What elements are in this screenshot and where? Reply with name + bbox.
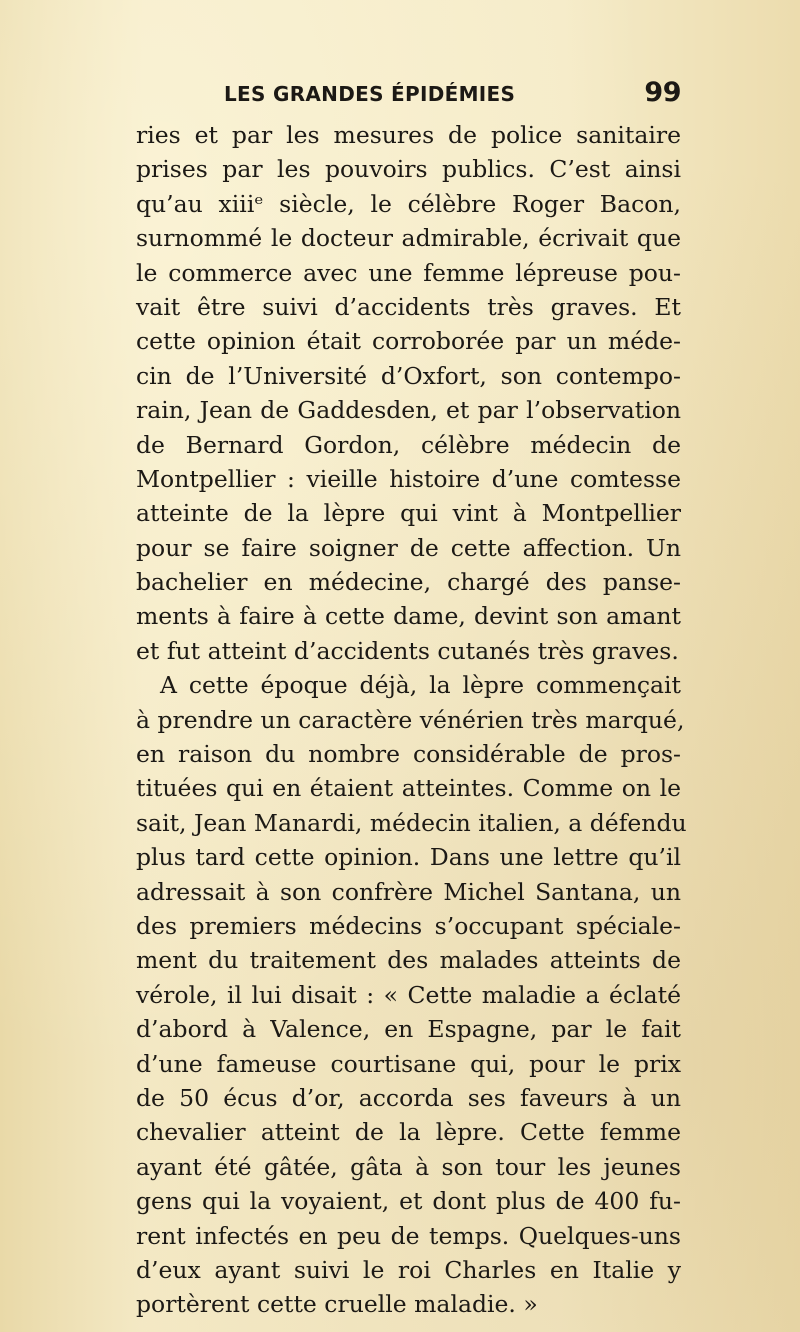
text-line: des premiers médecins s’occupant spéciale- bbox=[136, 911, 681, 940]
body-text bbox=[136, 118, 687, 1322]
text-line: vait être suivi d’accidents très graves. Et bbox=[136, 292, 681, 321]
text-line: sait, Jean Manardi, médecin italien, a défendu bbox=[136, 808, 687, 837]
text-line: chevalier atteint de la lèpre. Cette femme bbox=[136, 1118, 681, 1147]
text-line: plus tard cette opinion. Dans une lettre qu’il bbox=[136, 843, 681, 872]
page-header bbox=[136, 78, 681, 112]
text-line: cin de l’Université d’Oxfort, son contempo- bbox=[136, 361, 681, 390]
text-line: d’une fameuse courtisane qui, pour le prix bbox=[136, 1049, 681, 1078]
running-title: LES GRANDES ÉPIDÉMIES bbox=[224, 82, 516, 106]
text-line: ments à faire à cette dame, devint son amant bbox=[136, 602, 681, 631]
text-line: bachelier en médecine, chargé des panse- bbox=[136, 568, 681, 597]
text-line: en raison du nombre considérable de pros- bbox=[136, 740, 681, 769]
text-line: portèrent cette cruelle maladie. » bbox=[136, 1290, 538, 1319]
text-line: à prendre un caractère vénérien très marqué, bbox=[136, 705, 685, 734]
text-line: ment du traitement des malades atteints de bbox=[136, 946, 681, 975]
text-line: qu’au xiiiᵉ siècle, le célèbre Roger Bacon, bbox=[136, 189, 681, 218]
text-line: tituées qui en étaient atteintes. Comme on le bbox=[136, 774, 681, 803]
text-line: rent infectés en peu de temps. Quelques-uns bbox=[136, 1221, 681, 1250]
paragraph-first-line: A cette époque déjà, la lèpre commençait bbox=[160, 671, 681, 700]
text-line: ries et par les mesures de police sanitaire bbox=[136, 121, 681, 149]
text-line: surnommé le docteur admirable, écrivait que bbox=[136, 224, 681, 253]
text-line: pour se faire soigner de cette affection. Un bbox=[136, 533, 681, 562]
text-line: Montpellier : vieille histoire d’une comtesse bbox=[136, 464, 681, 493]
text-line: vérole, il lui disait : « Cette maladie a éclaté bbox=[136, 980, 681, 1009]
text-line: le commerce avec une femme lépreuse pou- bbox=[136, 258, 681, 287]
text-line: d’abord à Valence, en Espagne, par le fait bbox=[136, 1015, 681, 1044]
text-line: ayant été gâtée, gâta à son tour les jeunes bbox=[136, 1152, 681, 1181]
text-line: et fut atteint d’accidents cutanés très graves. bbox=[136, 636, 679, 665]
text-line: d’eux ayant suivi le roi Charles en Italie y bbox=[136, 1255, 681, 1284]
text-line: cette opinion était corroborée par un méde- bbox=[136, 327, 681, 356]
text-line: rain, Jean de Gaddesden, et par l’observation bbox=[136, 396, 681, 425]
page-number: 99 bbox=[644, 77, 681, 108]
text-line: de 50 écus d’or, accorda ses faveurs à un bbox=[136, 1083, 681, 1112]
text-line: de Bernard Gordon, célèbre médecin de bbox=[136, 430, 681, 459]
text-line: prises par les pouvoirs publics. C’est ainsi bbox=[136, 155, 681, 184]
text-line: atteinte de la lèpre qui vint à Montpellier bbox=[136, 499, 681, 528]
text-line: gens qui la voyaient, et dont plus de 400 fu- bbox=[136, 1187, 681, 1216]
text-line: adressait à son confrère Michel Santana, un bbox=[136, 877, 681, 906]
